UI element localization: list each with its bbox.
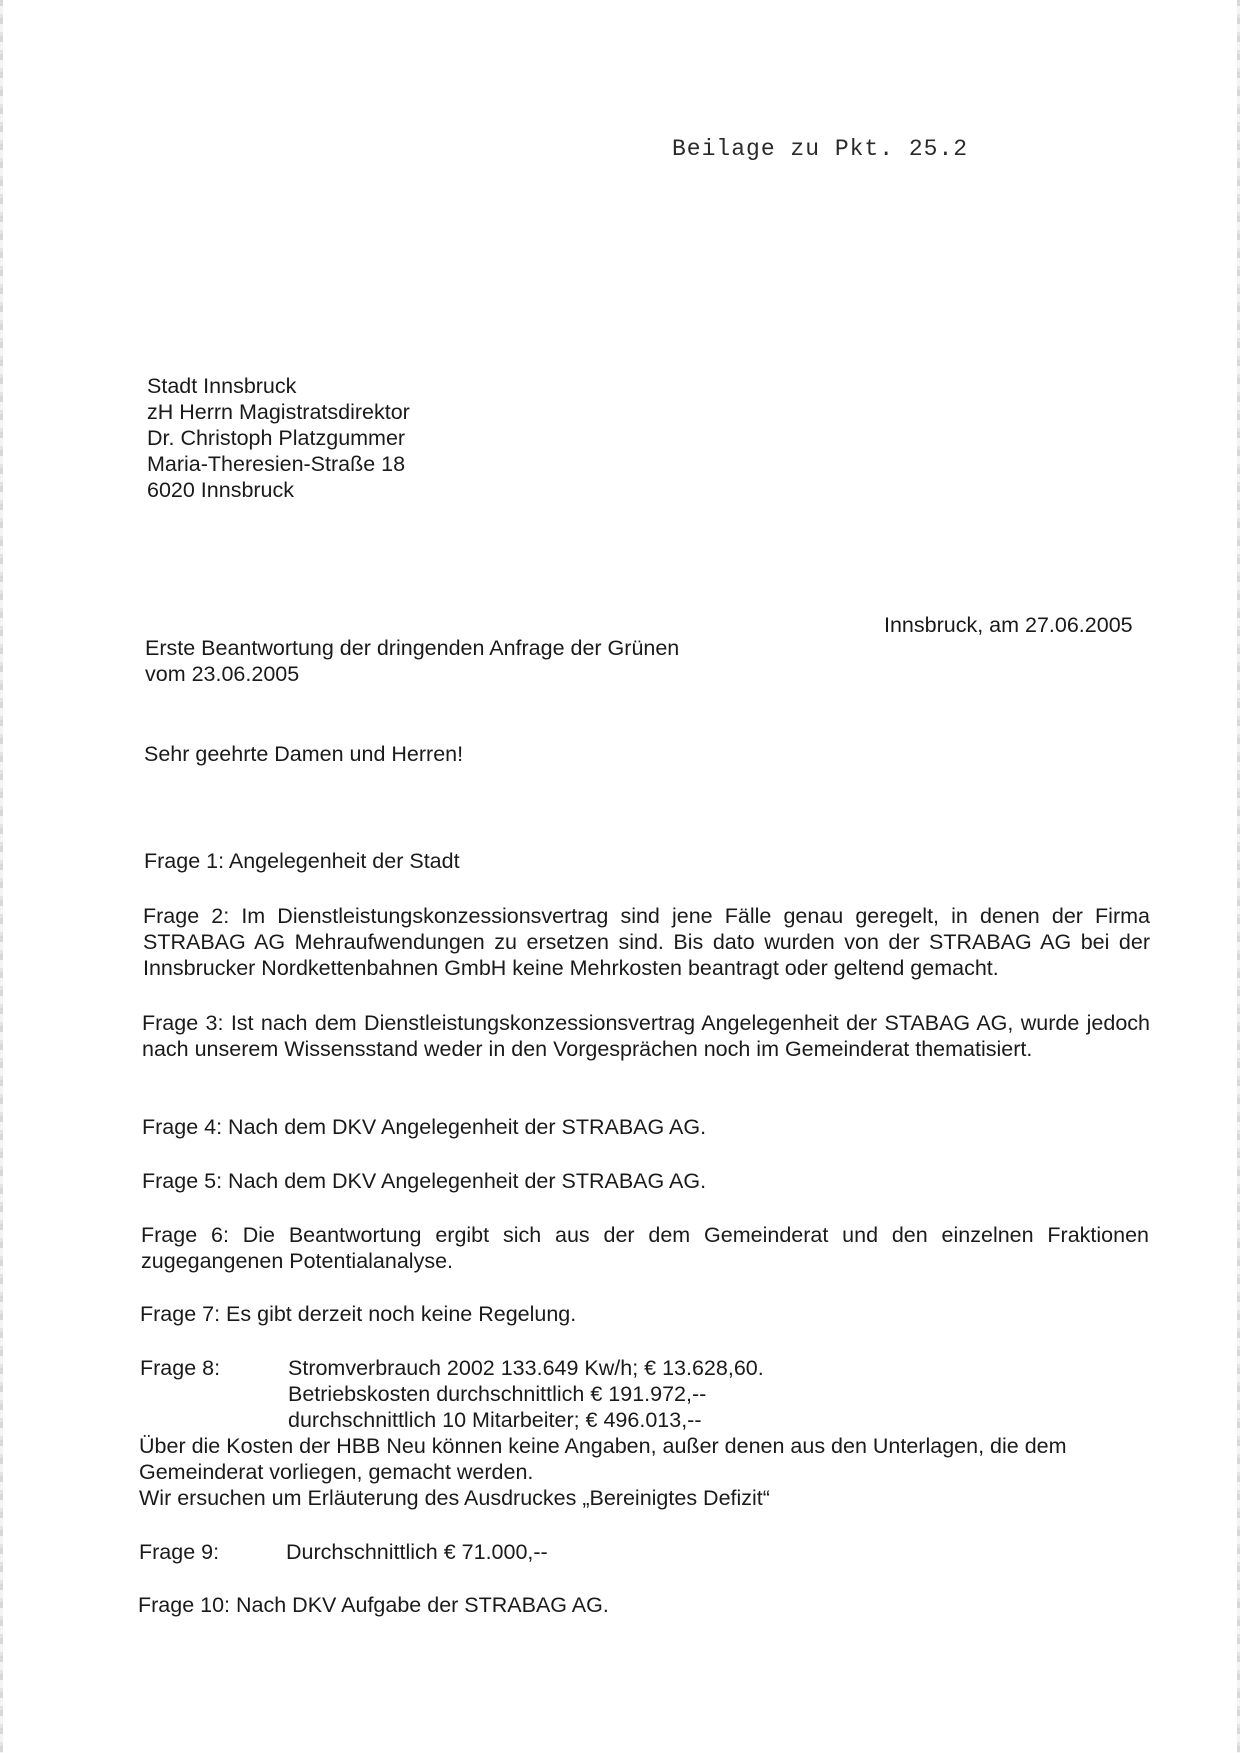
answer-5: Frage 5: Nach dem DKV Angelegenheit der STRABAG AG.: [142, 1169, 707, 1193]
answer-7: Frage 7: Es gibt derzeit noch keine Regelung.: [140, 1302, 577, 1326]
enclosure-stamp: Beilage zu Pkt. 25.2: [672, 136, 969, 162]
scan-edge-left: [0, 0, 3, 1753]
subject-line: Erste Beantwortung der dringenden Anfrage der Grünen: [145, 636, 680, 660]
answer-2: Frage 2: Im Dienstleistungskonzessionsvertrag sind jene Fälle genau geregelt, in denen der Firma STRABAG AG Mehraufwendungen zu ersetzen sind. Bis dato wurden von der STRABAG AG bei der Innsbrucker Nordkettenbahnen GmbH keine Mehrkosten beantragt oder geltend gemacht.: [143, 904, 1150, 980]
answer-6: Frage 6: Die Beantwortung ergibt sich aus der dem Gemeinderat und den einzelnen Fraktionen zugegangenen Potentialanalyse.: [141, 1223, 1149, 1273]
answer-4: Frage 4: Nach dem DKV Angelegenheit der STRABAG AG.: [142, 1115, 707, 1139]
answer-8-note: Über die Kosten der HBB Neu können keine Angaben, außer denen aus den Unterlagen, die dem Gemeinderat vorliegen, gemacht werden.: [139, 1434, 1067, 1484]
answer-8-label: Frage 8:: [140, 1356, 221, 1380]
answer-10: Frage 10: Nach DKV Aufgabe der STRABAG AG.: [138, 1593, 609, 1617]
answer-8-line: Stromverbrauch 2002 133.649 Kw/h; € 13.628,60.: [288, 1356, 764, 1380]
recipient-line: Stadt Innsbruck: [147, 374, 297, 398]
answer-3: Frage 3: Ist nach dem Dienstleistungskonzessionsvertrag Angelegenheit der STABAG AG, wurde jedoch nach unserem Wissensstand weder in den Vorgesprächen noch im Gemeinderat thematisiert.: [142, 1011, 1150, 1061]
salutation: Sehr geehrte Damen und Herren!: [144, 742, 464, 766]
recipient-line: Maria-Theresien-Straße 18: [147, 452, 406, 476]
recipient-line: Dr. Christoph Platzgummer: [147, 426, 406, 450]
answer-1: Frage 1: Angelegenheit der Stadt: [144, 849, 460, 873]
answer-9-label: Frage 9:: [139, 1540, 220, 1564]
answer-9-value: Durchschnittlich € 71.000,--: [286, 1540, 548, 1564]
subject-line: vom 23.06.2005: [145, 662, 300, 686]
answer-8-request: Wir ersuchen um Erläuterung des Ausdruckes „Bereinigtes Defizit“: [139, 1486, 770, 1510]
answer-8-line: Betriebskosten durchschnittlich € 191.972,--: [288, 1382, 707, 1406]
recipient-line: zH Herrn Magistratsdirektor: [147, 400, 410, 424]
answer-8-line: durchschnittlich 10 Mitarbeiter; € 496.013,--: [288, 1408, 702, 1432]
date-line: Innsbruck, am 27.06.2005: [884, 613, 1133, 637]
recipient-line: 6020 Innsbruck: [147, 478, 295, 502]
